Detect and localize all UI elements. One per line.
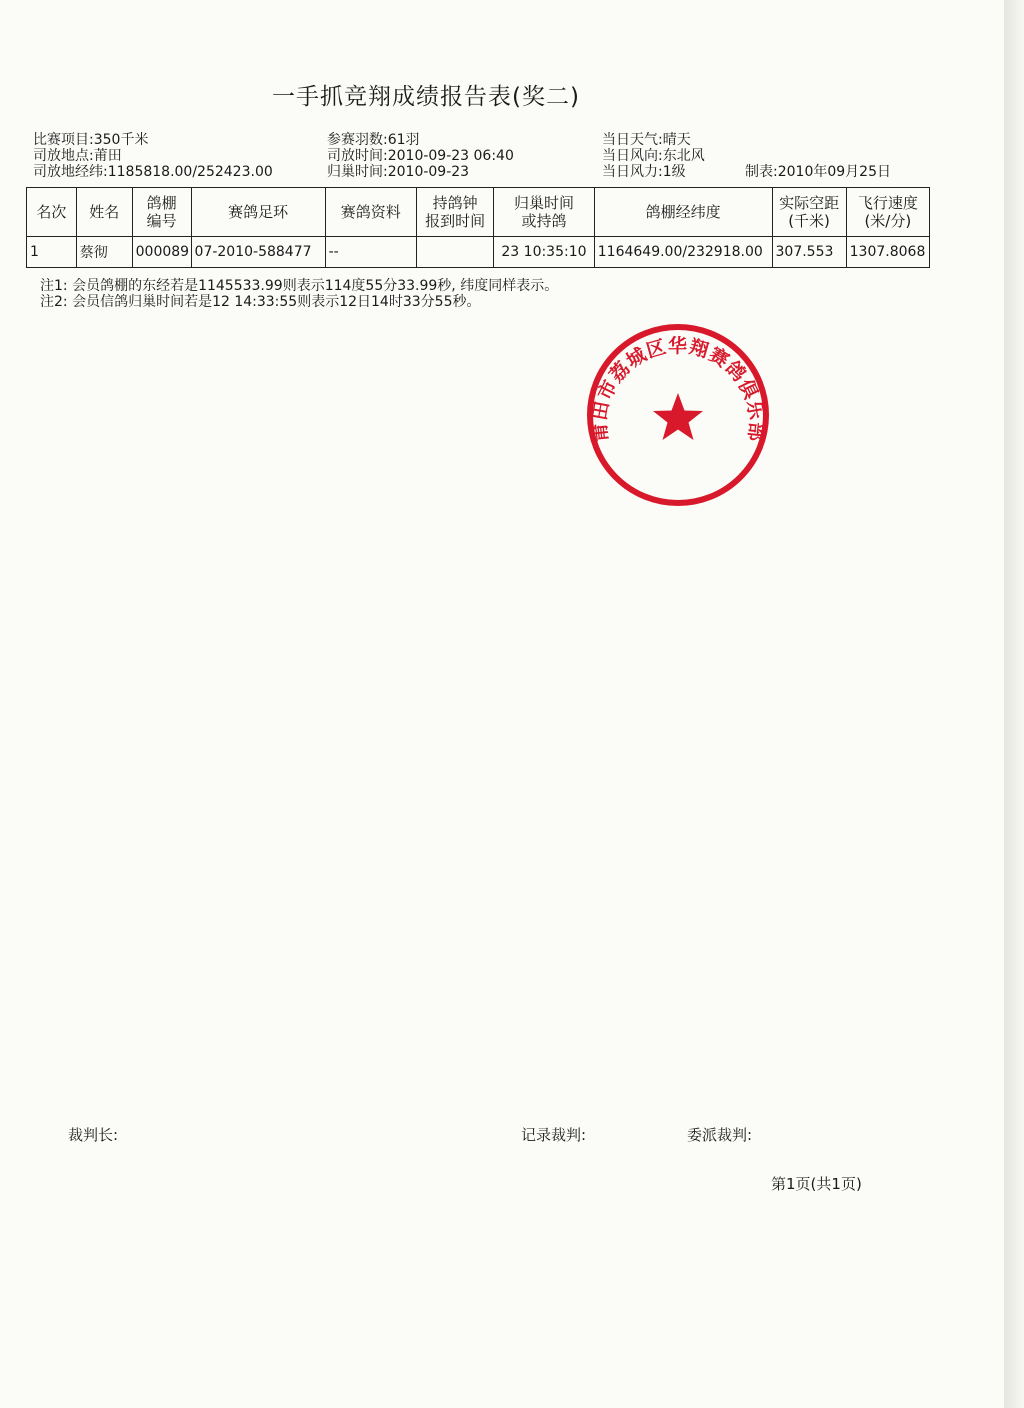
cell-name: 蔡彻 [76,237,132,268]
meta-column-1 [33,132,273,180]
stamp-text-path: 莆田市荔城区华翔赛鸽俱乐部 [588,335,768,444]
header-rank: 名次 [27,188,77,237]
header-return-time: 归巢时间 或持鸽 [494,188,595,237]
cell-ring-number: 07-2010-588477 [191,237,325,268]
release-coordinates: 司放地经纬:1185818.00/252423.00 [33,164,273,180]
wind-force: 当日风力:1级 [602,164,686,180]
header-name: 姓名 [76,188,132,237]
cell-pigeon-info: -- [325,237,416,268]
note-2: 注2: 会员信鸽归巢时间若是12 14:33:55则表示12日14时33分55秒。 [40,294,481,310]
header-ring-number: 赛鸽足环 [191,188,325,237]
note-1: 注1: 会员鸽棚的东经若是1145533.99则表示114度55分33.99秒, 纬度同样表示。 [40,278,559,294]
header-pigeon-info: 赛鸽资料 [325,188,416,237]
race-distance: 比赛项目:350千米 [33,132,149,148]
cell-loft-number: 000089 [132,237,191,268]
club-seal-stamp [584,321,772,509]
release-time: 司放时间:2010-09-23 06:40 [327,148,514,164]
header-loft-number: 鸽棚 编号 [132,188,191,237]
cell-distance: 307.553 [772,237,846,268]
entry-count: 参赛羽数:61羽 [327,132,420,148]
table-header-row [27,188,930,237]
cell-rank: 1 [27,237,77,268]
meta-column-3 [602,132,705,180]
chief-referee-label: 裁判长: [68,1126,119,1144]
cell-return-time: 23 10:35:10 [494,237,595,268]
scan-edge [1004,0,1024,1408]
release-location: 司放地点:莆田 [33,148,122,164]
weather: 当日天气:晴天 [602,132,691,148]
return-date: 归巢时间:2010-09-23 [327,164,470,180]
page-number: 第1页(共1页) [771,1175,862,1193]
results-table [26,187,930,268]
table-row [27,237,930,268]
cell-loft-coordinates: 1164649.00/232918.00 [594,237,772,268]
star-icon [653,393,703,440]
header-loft-coordinates: 鸽棚经纬度 [594,188,772,237]
made-date: 制表:2010年09月25日 [745,164,891,180]
meta-column-2 [327,132,514,180]
cell-speed: 1307.8068 [846,237,929,268]
delegated-referee-label: 委派裁判: [687,1126,753,1144]
header-speed: 飞行速度 (米/分) [846,188,929,237]
header-distance: 实际空距 (千米) [772,188,846,237]
report-title: 一手抓竞翔成绩报告表(奖二) [272,84,580,110]
recording-referee-label: 记录裁判: [521,1126,587,1144]
cell-clock-time [417,237,494,268]
notes [40,278,558,310]
wind-direction: 当日风向:东北风 [602,148,705,164]
header-clock-time: 持鸽钟 报到时间 [417,188,494,237]
